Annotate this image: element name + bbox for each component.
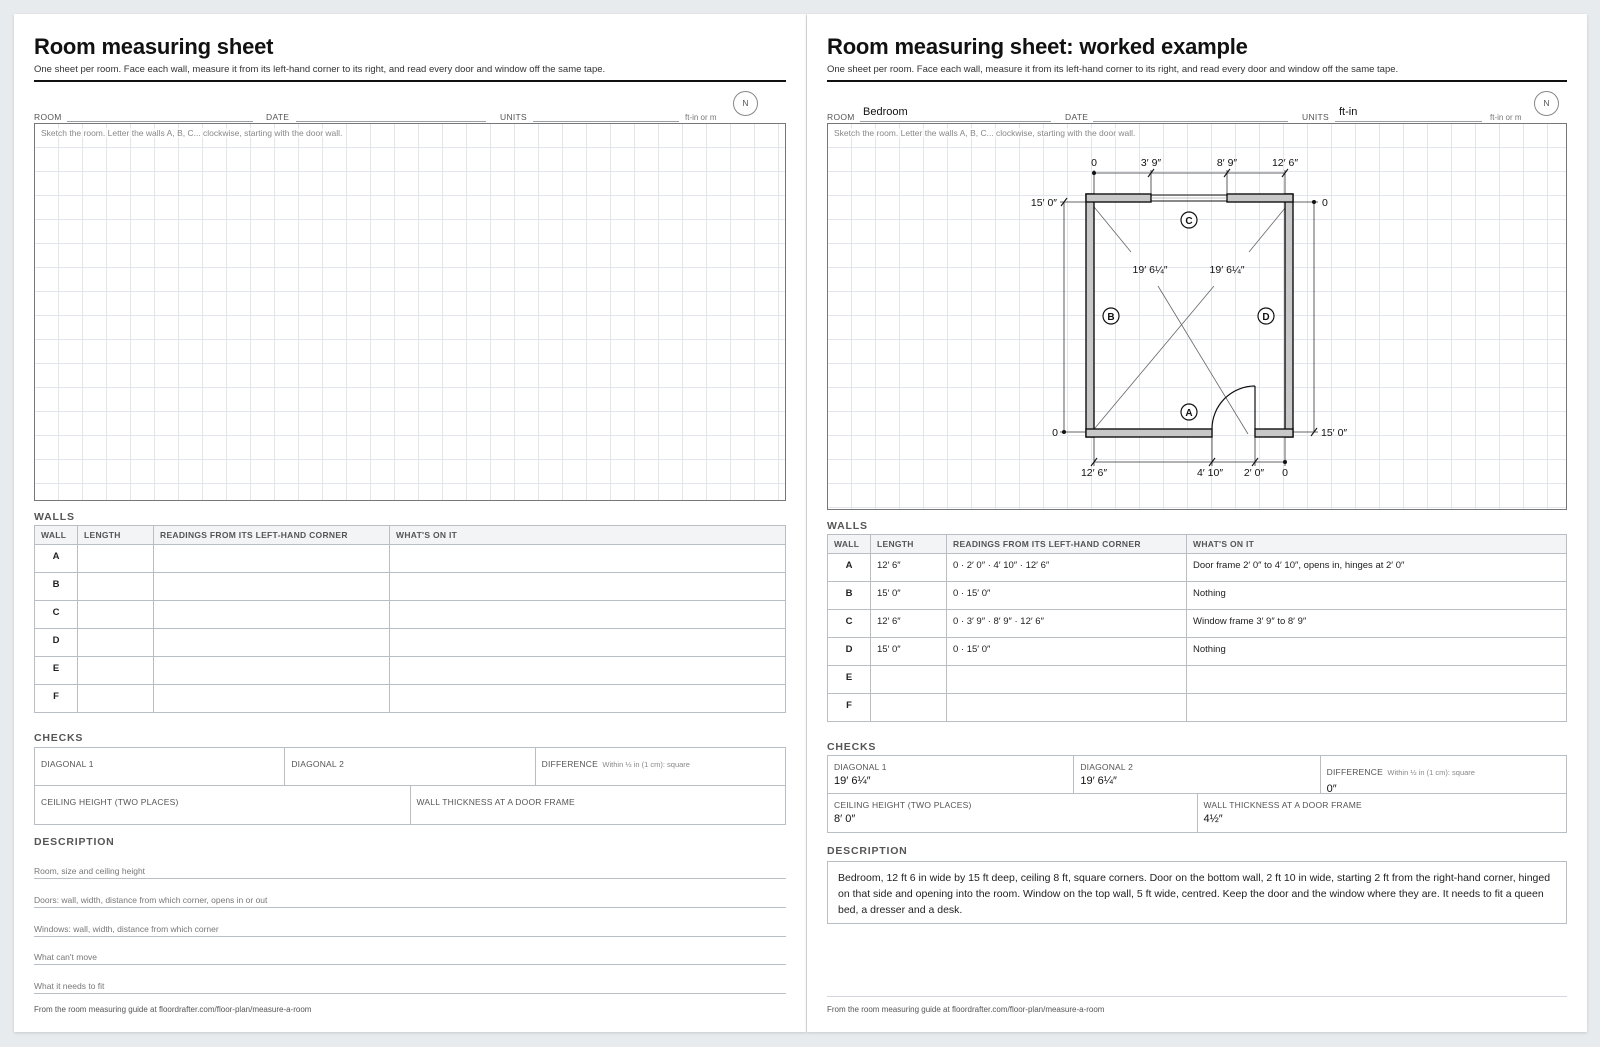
length-cell: 15′ 0″ — [871, 582, 947, 610]
bottom-tick-label: 4′ 10″ — [1196, 467, 1224, 479]
bottom-tick-label: 2′ 0″ — [1243, 467, 1265, 479]
difference-label: DIFFERENCE — [541, 759, 598, 769]
diagonal2-label: DIAGONAL 2 — [291, 759, 345, 769]
on-it-cell[interactable] — [390, 545, 786, 573]
sketch-grid — [827, 123, 1567, 510]
wall-label-d: D — [1262, 312, 1270, 323]
table-header-row — [828, 535, 1567, 554]
on-it-cell — [1187, 694, 1567, 722]
diagonal1-label: DIAGONAL 1 — [41, 759, 94, 769]
intro-text: One sheet per room. Face each wall, measure it from its left-hand corner to its right, and read every door and window off the same tape. — [827, 64, 1399, 75]
units-field[interactable] — [1335, 121, 1482, 122]
on-it-cell[interactable] — [390, 629, 786, 657]
wall-letter: F — [828, 694, 871, 722]
length-cell — [871, 694, 947, 722]
on-it-cell[interactable] — [390, 601, 786, 629]
readings-cell — [947, 694, 1187, 722]
date-label: DATE — [1065, 112, 1089, 122]
thickness-label: WALL THICKNESS AT A DOOR FRAME — [416, 797, 575, 807]
description-prompt: What it needs to fit — [34, 981, 105, 991]
readings-cell: 0 · 15′ 0″ — [947, 638, 1187, 666]
on-it-cell: Nothing — [1187, 638, 1567, 666]
grid-hint: Sketch the room. Letter the walls A, B, C... clockwise, starting with the door wall. — [41, 128, 343, 138]
wall-label-c: C — [1185, 216, 1193, 227]
thickness-cell — [1197, 794, 1567, 832]
wall-letter: E — [35, 657, 78, 685]
bottom-tick-label: 12′ 6″ — [1080, 467, 1108, 479]
units-value: ft-in — [1339, 106, 1358, 118]
length-cell[interactable] — [78, 545, 154, 573]
ceiling-cell — [828, 794, 1197, 832]
date-field[interactable] — [296, 121, 486, 122]
description-prompt: Doors: wall, width, distance from which corner, opens in or out — [34, 895, 268, 905]
table-header-row — [35, 526, 786, 545]
units-label: UNITS — [1302, 112, 1329, 122]
description-prompt: Room, size and ceiling height — [34, 866, 146, 876]
readings-cell — [947, 666, 1187, 694]
bottom-tick-label: 0 — [1282, 467, 1288, 479]
col-readings: READINGS FROM ITS LEFT-HAND CORNER — [154, 526, 390, 545]
table-row — [35, 545, 786, 573]
thickness-value: 4½″ — [1203, 813, 1223, 825]
on-it-cell: Nothing — [1187, 582, 1567, 610]
col-length: LENGTH — [78, 526, 154, 545]
difference-note: Within ½ in (1 cm): square — [1387, 768, 1475, 777]
table-row — [35, 601, 786, 629]
units-label: UNITS — [500, 112, 527, 122]
wall-letter: D — [35, 629, 78, 657]
units-note: ft-in or m — [685, 113, 717, 122]
units-field[interactable] — [533, 121, 679, 122]
on-it-cell[interactable] — [390, 685, 786, 713]
description-line[interactable] — [34, 878, 786, 879]
difference-label: DIFFERENCE — [1326, 767, 1383, 777]
left-tick-label: 0 — [1052, 427, 1058, 439]
table-row — [35, 629, 786, 657]
room-label: ROOM — [827, 112, 855, 122]
thickness-cell[interactable] — [410, 786, 786, 824]
sketch-grid[interactable] — [34, 123, 786, 501]
title-rule — [34, 80, 786, 82]
wall-letter: D — [828, 638, 871, 666]
floor-plan — [828, 124, 1566, 509]
top-tick-label: 12′ 6″ — [1271, 157, 1299, 169]
diagonal1-cell — [828, 756, 1073, 793]
description-line[interactable] — [34, 936, 786, 937]
readings-cell[interactable] — [154, 657, 390, 685]
description-heading: DESCRIPTION — [34, 836, 115, 848]
length-cell[interactable] — [78, 573, 154, 601]
description-line[interactable] — [34, 907, 786, 908]
difference-value: 0″ — [1326, 783, 1337, 795]
readings-cell[interactable] — [154, 573, 390, 601]
col-length: LENGTH — [871, 535, 947, 554]
description-text: Bedroom, 12 ft 6 in wide by 15 ft deep, ceiling 8 ft, square corners. Door on the bottom wall, 2 ft 10 in wide, starting 2 ft from the right-hand corner, hinged on that side and opening into the room. Window on the top wall, 5 ft wide, centred. Keep the door and the window where they are. It needs to fit a queen bed, a dresser and a desk. — [827, 861, 1567, 924]
length-cell: 12′ 6″ — [871, 610, 947, 638]
diagonal2-cell[interactable] — [284, 748, 534, 785]
diagonal2-label: 19′ 6¼″ — [1209, 264, 1245, 276]
table-row — [828, 638, 1567, 666]
on-it-cell: Window frame 3′ 9″ to 8′ 9″ — [1187, 610, 1567, 638]
table-row — [828, 610, 1567, 638]
table-row — [828, 554, 1567, 582]
blank-sheet — [14, 14, 806, 1032]
table-row — [828, 666, 1567, 694]
wall-letter: A — [828, 554, 871, 582]
length-cell[interactable] — [78, 657, 154, 685]
walls-table — [34, 525, 786, 713]
wall-letter: C — [35, 601, 78, 629]
grid-hint: Sketch the room. Letter the walls A, B, C... clockwise, starting with the door wall. — [834, 128, 1136, 138]
length-cell: 12′ 6″ — [871, 554, 947, 582]
wall-letter: F — [35, 685, 78, 713]
length-cell[interactable] — [78, 601, 154, 629]
walls-heading: WALLS — [34, 511, 75, 523]
diagonal1-label: DIAGONAL 1 — [834, 762, 887, 772]
north-arrow: N — [733, 91, 758, 116]
wall-label-a: A — [1185, 408, 1193, 419]
units-note: ft-in or m — [1490, 113, 1522, 122]
ceiling-label: CEILING HEIGHT (TWO PLACES) — [834, 800, 972, 810]
ceiling-value: 8′ 0″ — [834, 813, 856, 825]
description-prompt: What can't move — [34, 952, 98, 962]
length-cell: 15′ 0″ — [871, 638, 947, 666]
top-tick-label: 0 — [1091, 157, 1097, 169]
top-tick-label: 8′ 9″ — [1216, 157, 1238, 169]
wall-letter: E — [828, 666, 871, 694]
on-it-cell: Door frame 2′ 0″ to 4′ 10″, opens in, hinges at 2′ 0″ — [1187, 554, 1567, 582]
date-label: DATE — [266, 112, 290, 122]
checks-heading: CHECKS — [827, 741, 877, 753]
room-field[interactable] — [67, 121, 253, 122]
readings-cell: 0 · 3′ 9″ · 8′ 9″ · 12′ 6″ — [947, 610, 1187, 638]
length-cell[interactable] — [78, 685, 154, 713]
footer-text: From the room measuring guide at floordrafter.com/floor-plan/measure-a-room — [34, 1005, 312, 1014]
col-wall: WALL — [828, 535, 871, 554]
on-it-cell — [1187, 666, 1567, 694]
page-title: Room measuring sheet — [34, 34, 274, 59]
readings-cell[interactable] — [154, 629, 390, 657]
difference-cell — [1320, 756, 1566, 793]
description-line[interactable] — [34, 993, 786, 994]
diagonal2-cell — [1073, 756, 1319, 793]
example-sheet — [807, 14, 1587, 1032]
top-tick-label: 3′ 9″ — [1140, 157, 1162, 169]
room-value: Bedroom — [863, 106, 908, 118]
walls-heading: WALLS — [827, 520, 868, 532]
checks-heading: CHECKS — [34, 732, 84, 744]
wall-letter: B — [35, 573, 78, 601]
intro-text: One sheet per room. Face each wall, measure it from its left-hand corner to its right, and read every door and window off the same tape. — [34, 64, 606, 75]
north-arrow: N — [1534, 91, 1559, 116]
readings-cell[interactable] — [154, 601, 390, 629]
description-line[interactable] — [34, 964, 786, 965]
col-readings: READINGS FROM ITS LEFT-HAND CORNER — [947, 535, 1187, 554]
right-tick-label: 15′ 0″ — [1321, 427, 1348, 439]
room-label: ROOM — [34, 112, 62, 122]
readings-cell: 0 · 15′ 0″ — [947, 582, 1187, 610]
description-heading: DESCRIPTION — [827, 845, 908, 857]
diagonal2-value: 19′ 6¼″ — [1080, 775, 1117, 787]
col-wall: WALL — [35, 526, 78, 545]
ceiling-label: CEILING HEIGHT (TWO PLACES) — [41, 797, 179, 807]
readings-cell: 0 · 2′ 0″ · 4′ 10″ · 12′ 6″ — [947, 554, 1187, 582]
date-field[interactable] — [1093, 121, 1288, 122]
table-row — [828, 582, 1567, 610]
thickness-label: WALL THICKNESS AT A DOOR FRAME — [1203, 800, 1362, 810]
title-rule — [827, 80, 1567, 82]
ceiling-cell[interactable] — [35, 786, 410, 824]
diagonal1-label: 19′ 6¼″ — [1132, 264, 1168, 276]
diagonal1-cell[interactable] — [35, 748, 284, 785]
wall-label-b: B — [1107, 312, 1115, 323]
left-tick-label: 15′ 0″ — [1030, 197, 1057, 209]
wall-letter: A — [35, 545, 78, 573]
room-field[interactable] — [860, 121, 1051, 122]
footer-text: From the room measuring guide at floordrafter.com/floor-plan/measure-a-room — [827, 1005, 1105, 1014]
readings-cell[interactable] — [154, 545, 390, 573]
diagonal2-label: DIAGONAL 2 — [1080, 762, 1134, 772]
length-cell[interactable] — [78, 629, 154, 657]
col-whats-on-it: WHAT'S ON IT — [390, 526, 786, 545]
right-tick-label: 0 — [1322, 197, 1328, 209]
difference-cell[interactable] — [535, 748, 785, 785]
table-row — [828, 694, 1567, 722]
table-row — [35, 657, 786, 685]
checks-grid — [34, 747, 786, 825]
table-row — [35, 573, 786, 601]
description-prompt: Windows: wall, width, distance from which corner — [34, 924, 219, 934]
footer-rule — [827, 996, 1567, 997]
readings-cell[interactable] — [154, 685, 390, 713]
wall-letter: B — [828, 582, 871, 610]
diagonal1-value: 19′ 6¼″ — [834, 775, 871, 787]
walls-table — [827, 534, 1567, 722]
on-it-cell[interactable] — [390, 573, 786, 601]
wall-letter: C — [828, 610, 871, 638]
difference-note: Within ½ in (1 cm): square — [602, 760, 690, 769]
checks-grid — [827, 755, 1567, 833]
page-title: Room measuring sheet: worked example — [827, 34, 1248, 59]
length-cell — [871, 666, 947, 694]
table-row — [35, 685, 786, 713]
on-it-cell[interactable] — [390, 657, 786, 685]
col-whats-on-it: WHAT'S ON IT — [1187, 535, 1567, 554]
